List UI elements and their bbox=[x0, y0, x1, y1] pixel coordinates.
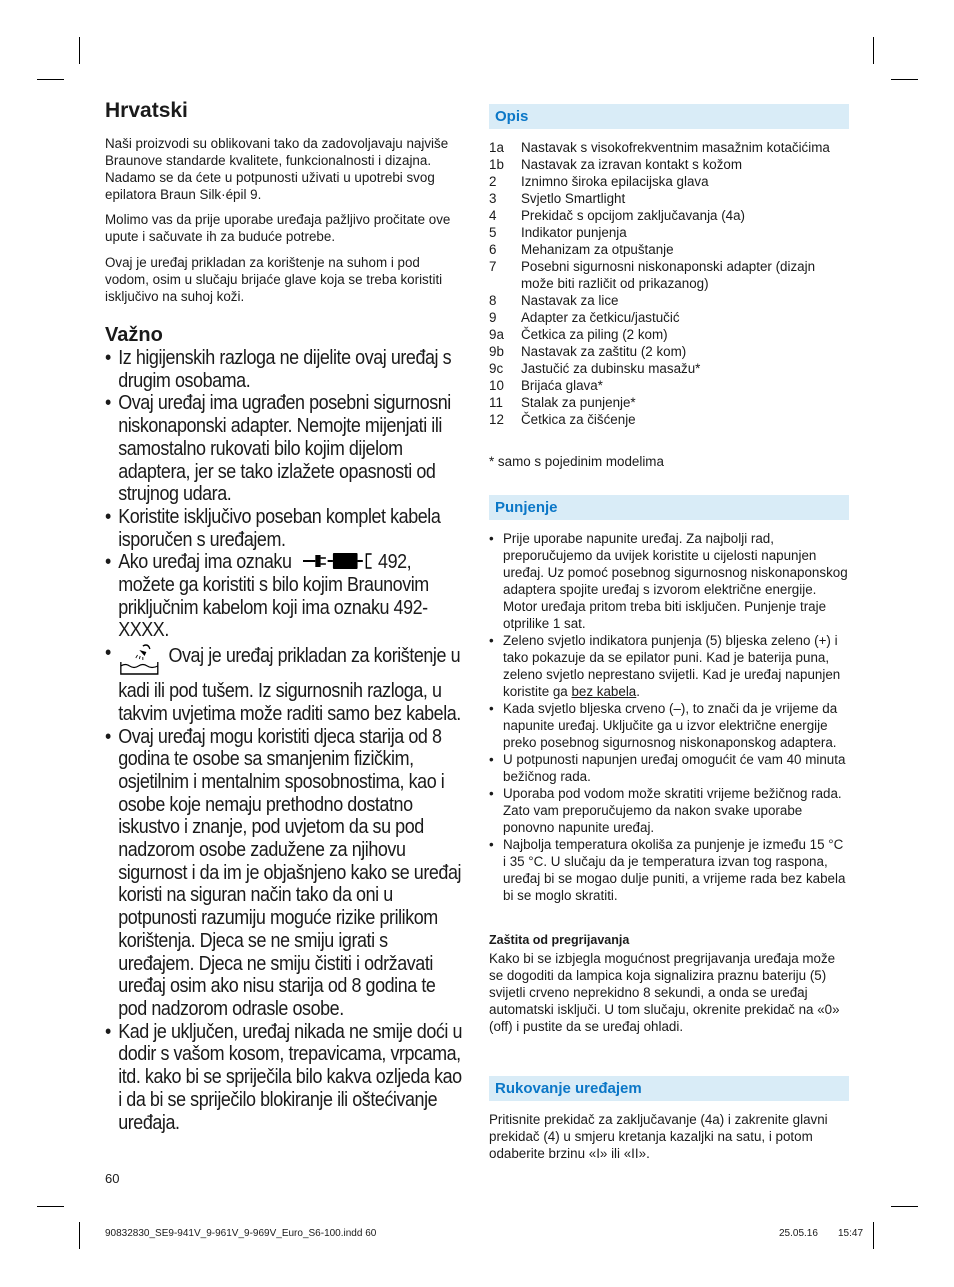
parts-list bbox=[489, 139, 849, 428]
section-heading-punjenje: Punjenje bbox=[495, 499, 558, 516]
crop-mark bbox=[891, 79, 918, 80]
plug-text-suffix: 492, možete ga koristiti s bilo kojim Braunovim priključnim kabelom koji ima oznaku 492-XXXX. bbox=[118, 551, 429, 642]
list-item: 9c Jastučić za dubinsku masažu* bbox=[489, 361, 701, 376]
operation-paragraph: Pritisnite prekidač za zaključavanje (4a) i zakrenite glavni prekidač (4) u smjeru kretanja kazaljki na satu, i potom odaberite brzinu «I» ili «II». bbox=[489, 1112, 828, 1161]
list-item: 9 Adapter za četkicu/jastučić bbox=[489, 310, 680, 325]
warning-item: • Ovaj uređaj mogu koristiti djeca starija od 8 godina te osobe sa smanjenim fizičkim, osjetilnim i mentalnim sposobnostima, kao i osobe koje nemaju prethodno dostatno iskustvo i znanje, pod uvjetom da su pod nadzorom osobe zadužene za njihovu sigurnost i da im je objašnjeno kako se uređaj koristi na siguran način tako da oni u potpunosti razumiju moguće rizike prilikom korištenja. Djeca se ne smiju igrati s uređajem. Djeca ne smiju čistiti i održavati uređaj osim ako nisu starija od 8 godina te pod nadzorom odrasle osobe. bbox=[105, 726, 468, 1021]
plug-text-prefix: Ako uređaj ima oznaku bbox=[118, 551, 292, 574]
subheading-overheating: Zaštita od pregrijavanja bbox=[489, 933, 630, 947]
list-item: 10 Brijaća glava* bbox=[489, 378, 603, 393]
section-heading-rukovanje: Rukovanje uređajem bbox=[495, 1080, 642, 1097]
section-heading-vazno: Važno bbox=[105, 324, 163, 346]
section-bar-rukovanje bbox=[489, 1076, 849, 1101]
list-item: 9b Nastavak za zaštitu (2 kom) bbox=[489, 344, 687, 359]
intro-paragraph: Naši proizvodi su oblikovani tako da zadovoljavaju najviše Braunove standarde kvalitete, funkcionalnosti i dizajna. Nadamo se da ćete u potpunosti uživati u upotrebi svog epilatora Braun Silk·épil 9. bbox=[105, 136, 449, 202]
cordless-link-text: bez kabela bbox=[571, 684, 637, 699]
list-item: 5 Indikator punjenja bbox=[489, 225, 627, 240]
warning-item: • Iz higijenskih razloga ne dijelite ovaj uređaj s drugim osobama. bbox=[105, 347, 468, 392]
section-bar-punjenje bbox=[489, 495, 849, 520]
warning-item bbox=[105, 551, 468, 642]
section-bar-opis bbox=[489, 104, 849, 129]
warning-item: • Ovaj uređaj ima ugrađen posebni sigurnosni niskonaponski adapter. Nemojte mijenjati ili samostalno rukovati bilo kojim dijelom adaptera, jer se tako izlažete opasnosti od strujnog udara. bbox=[105, 392, 468, 506]
list-item: 4 Prekidač s opcijom zaključavanja (4a) bbox=[489, 208, 746, 223]
list-item: • Kada svjetlo bljeska crveno (–), to znači da je vrijeme da napunite uređaj. Uključite ga u izvor električne energije preko posebnog sigurnosnog niskonaponskog adaptera. bbox=[489, 700, 849, 751]
footer-file-info: 90832830_SE9-941V_9-961V_9-969V_Euro_S6-100.indd 60 bbox=[105, 1228, 377, 1239]
list-item: • Najbolja temperatura okoliša za punjenje je između 15 °C i 35 °C. U slučaju da je temperatura izvan tog raspona, uređaj bi se mogao dulje puniti, a vrijeme rada bez kabela bi se moglo skratiti. bbox=[489, 836, 849, 904]
section-heading-opis: Opis bbox=[495, 108, 529, 125]
crop-mark bbox=[79, 1222, 80, 1249]
crop-mark bbox=[37, 1206, 64, 1207]
crop-mark bbox=[873, 1222, 874, 1249]
list-item: 8 Nastavak za lice bbox=[489, 293, 619, 308]
footnote: * samo s pojedinim modelima bbox=[489, 454, 664, 469]
shower-text: Ovaj je uređaj prikladan za korištenje u kadi ili pod tušem. Iz sigurnosnih razloga, u takvim uvjetima može raditi samo bez kabela. bbox=[118, 645, 461, 725]
list-item: 7 Posebni sigurnosni niskonaponski adapter (dizajn može biti različit od prikazanog) bbox=[489, 259, 816, 291]
warning-item: • Kad je uključen, uređaj nikada ne smije doći u dodir s vašom kosom, trepavicama, vrpcama, itd. kako bi se spriječila bilo kakva ozljeda kao i da bi se spriječilo blokiranje ili oštećivanje uređaja. bbox=[105, 1021, 468, 1135]
crop-mark bbox=[873, 37, 874, 64]
crop-mark bbox=[37, 79, 64, 80]
footer-time: 15:47 bbox=[838, 1228, 864, 1239]
page-number: 60 bbox=[105, 1171, 120, 1186]
intro-paragraph: Molimo vas da prije uporabe uređaja pažljivo pročitate ove upute i sačuvate ih za buduće potrebe. bbox=[105, 212, 451, 244]
overheating-paragraph: Kako bi se izbjegla mogućnost pregrijavanja uređaja može se dogoditi da lampica koja signalizira praznu bateriju (5) svijetli crveno neprekidno 8 sekundi, a onda se uređaj automatski isključi. U tom slučaju, okrenite prekidač na «0» (off) i pustite da se uređaj ohladi. bbox=[489, 951, 840, 1034]
list-item: 3 Svjetlo Smartlight bbox=[489, 191, 626, 206]
warning-item: • Koristite isključivo poseban komplet kabela isporučen s uređajem. bbox=[105, 506, 468, 551]
list-item: 11 Stalak za punjenje* bbox=[489, 395, 636, 410]
warning-item bbox=[105, 642, 468, 725]
list-item: • U potpunosti napunjen uređaj omogućit će vam 40 minuta bežičnog rada. bbox=[489, 751, 849, 785]
footer-date: 25.05.16 bbox=[779, 1228, 818, 1239]
charging-list bbox=[489, 530, 849, 904]
list-item: 1a Nastavak s visokofrekventnim masažnim kotačićima bbox=[489, 140, 830, 155]
list-item: • Uporaba pod vodom može skratiti vrijeme bežičnog rada. Zato vam preporučujemo da nakon svake uporabe ponovno napunite uređaj. bbox=[489, 785, 849, 836]
list-item: 9a Četkica za piling (2 kom) bbox=[489, 327, 668, 342]
list-item: 12 Četkica za čišćenje bbox=[489, 412, 636, 427]
crop-mark bbox=[891, 1206, 918, 1207]
warning-list bbox=[105, 347, 468, 1134]
page-title: Hrvatski bbox=[105, 99, 188, 122]
list-item: 1b Nastavak za izravan kontakt s kožom bbox=[489, 157, 743, 172]
list-item: 6 Mehanizam za otpuštanje bbox=[489, 242, 674, 257]
list-item: • Prije uporabe napunite uređaj. Za najbolji rad, preporučujemo da uvijek koristite u cijelosti napunjen uređaj. Uz pomoć posebnog sigurnosnog niskonaponskog adaptera spojite uređaj s izvorom električne energije. Motor uređaja pritom treba biti isključen. Punjenje traje otprilike 1 sat. bbox=[489, 530, 849, 632]
list-item: • Zeleno svjetlo indikatora punjenja (5) bljeska zeleno (+) i tako pokazuje da se epilator puni. Kad je baterija puna, zeleno svjetlo neprestano svijetli. Kad je uređaj napunjen koristite ga bez kabela. bbox=[489, 632, 849, 700]
intro-paragraph: Ovaj je uređaj prikladan za korištenje na suhom i pod vodom, osim u slučaju brijaće glave koja se treba koristiti isključivo na suhoj koži. bbox=[105, 255, 443, 304]
list-item: 2 Iznimno široka epilacijska glava bbox=[489, 174, 709, 189]
bath-shower-icon bbox=[118, 642, 160, 680]
crop-mark bbox=[79, 37, 80, 64]
plug-symbol-icon bbox=[296, 552, 373, 570]
